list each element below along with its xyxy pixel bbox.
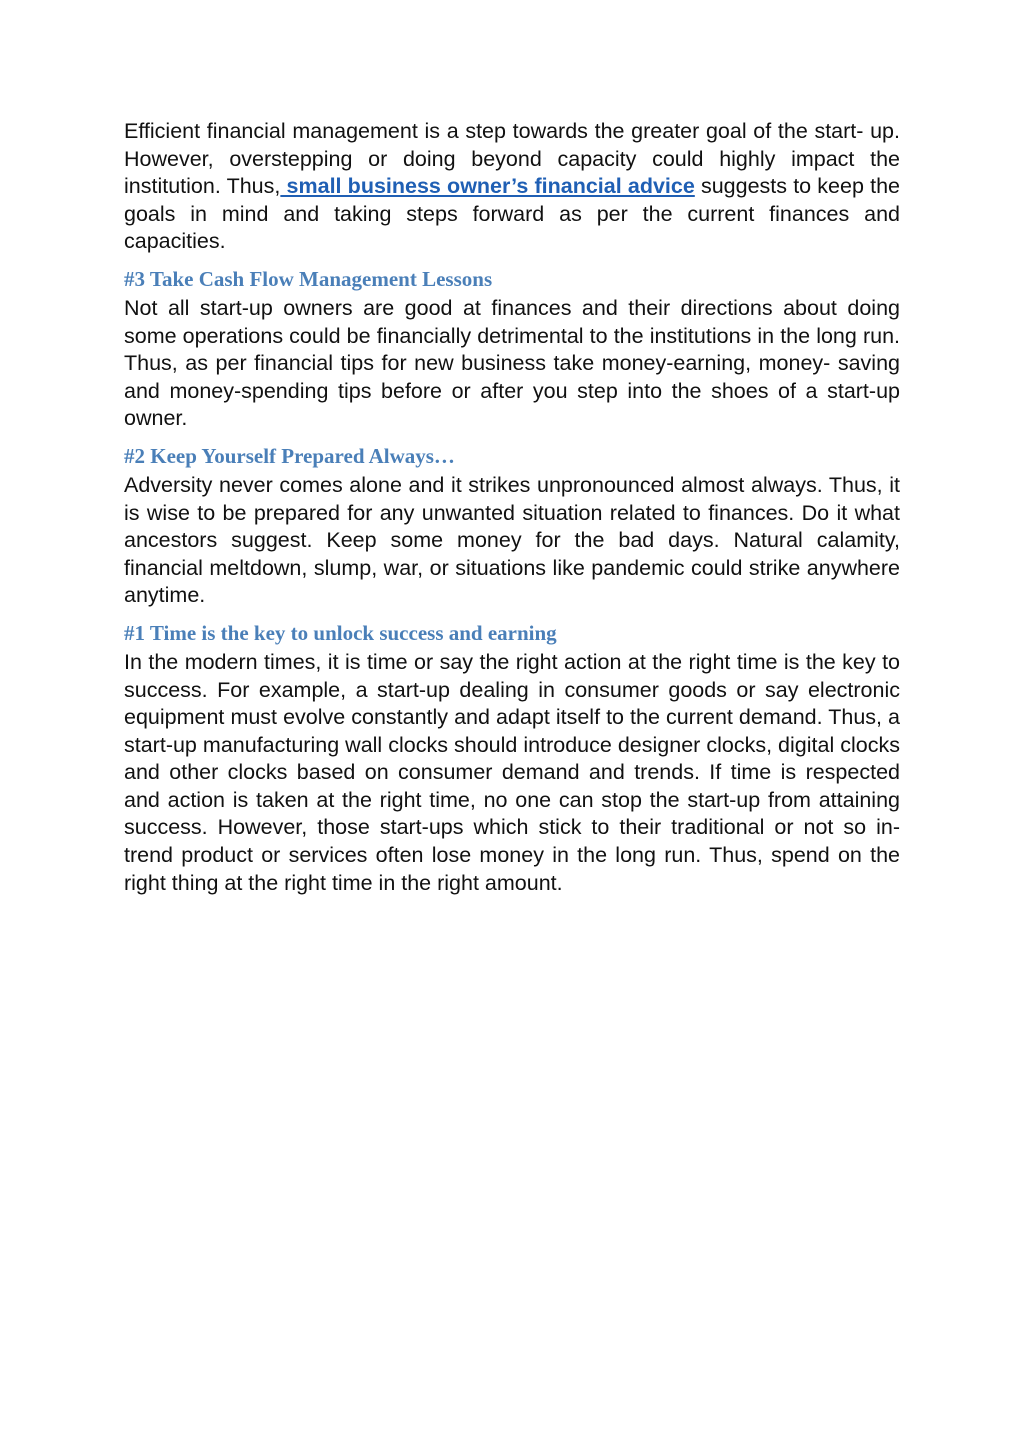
section-body-time: In the modern times, it is time or say the right action at the right time is the key to success. For example, a start-up dealing in consumer goods or say electronic equipment must evolve constantly and adapt itself to the current demand. Thus, a start-up manufacturing wall clocks should introduce designer clocks, digital clocks and other clocks based on consumer demand and trends. If time is respected and action is taken at the right time, no one can stop the start-up from attaining success. However, those start-ups which stick to their traditional or not so in-trend product or services often lose money in the long run. Thus, spend on the right thing at the right time in the right amount. — [124, 649, 900, 895]
intro-paragraph — [124, 118, 900, 256]
document-page — [124, 118, 900, 897]
section-heading-time: #1 Time is the key to unlock success and earning — [124, 620, 557, 645]
section-heading-prepared: #2 Keep Yourself Prepared Always… — [124, 443, 455, 468]
section-body-prepared: Adversity never comes alone and it strikes unpronounced almost always. Thus, it is wise to be prepared for any unwanted situation related to finances. Do it what ancestors suggest. Keep some money for the bad days. Natural calamity, financial meltdown, slump, war, or situations like pandemic could strike anywhere anytime. — [124, 472, 900, 608]
financial-advice-link[interactable]: small business owner’s financial advice — [280, 174, 695, 199]
intro-text-before-link: Efficient financial management is a step towards the greater goal of the start- up. However, overstepping or doing beyond capacity could highly impact the institution. Thus, — [124, 119, 900, 199]
intro-text-after-link: suggests to keep the goals in mind and taking steps forward as per the current finances and capacities. — [124, 174, 900, 254]
section-body-cash-flow: Not all start-up owners are good at finances and their directions about doing some operations could be financially detrimental to the institutions in the long run. Thus, as per financial tips for new business take money-earning, money- saving and money-spending tips before or after you step into the shoes of a start-up owner. — [124, 295, 900, 431]
section-heading-cash-flow: #3 Take Cash Flow Management Lessons — [124, 266, 493, 291]
